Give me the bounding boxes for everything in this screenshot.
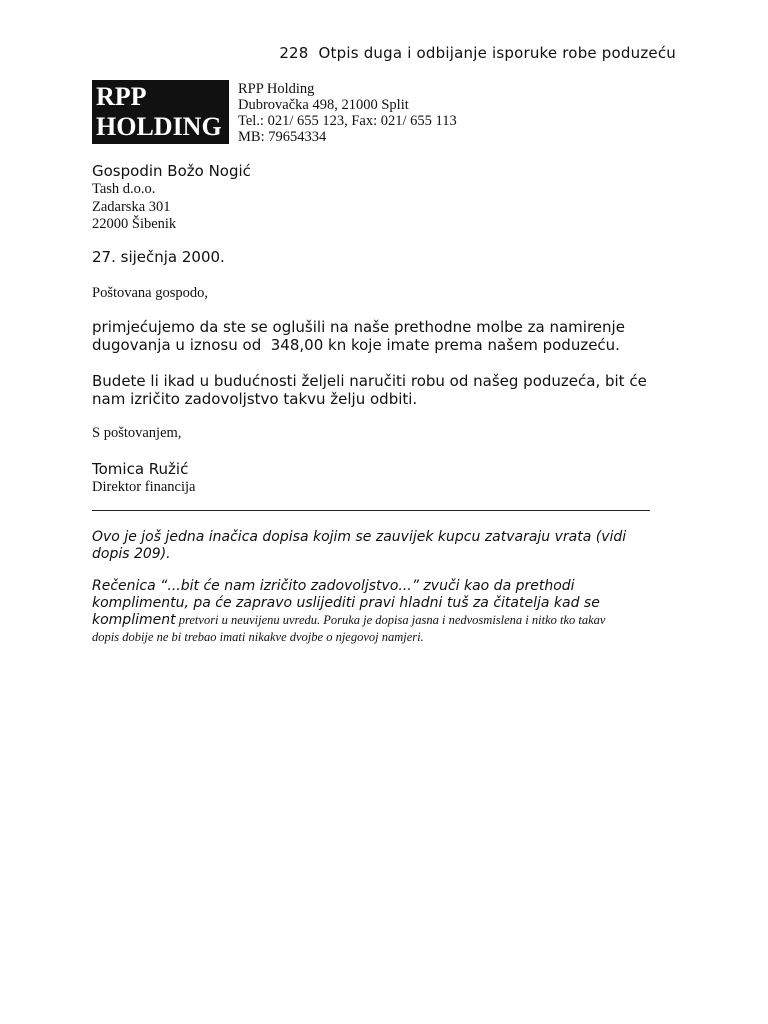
- recipient-street: Zadarska 301: [92, 198, 171, 215]
- company-mb: MB: 79654334: [238, 129, 327, 145]
- company-phone-fax: Tel.: 021/ 655 123, Fax: 021/ 655 113: [238, 113, 457, 129]
- divider: [92, 510, 650, 511]
- logo-line-2: HOLDING: [96, 112, 222, 141]
- body-paragraph-2: [92, 372, 682, 408]
- signer-title: Direktor financija: [92, 479, 196, 495]
- note-2-line-2: komplimentu, pa će zapravo uslijediti pravi hladni tuš za čitatelja kad se: [92, 595, 600, 611]
- commentary-note-2: [92, 578, 652, 646]
- company-address: Dubrovačka 498, 21000 Split: [238, 97, 409, 113]
- paragraph-1-line-2: dugovanja u iznosu od 348,00 kn koje imate prema našem poduzeću.: [92, 336, 620, 354]
- letterhead: [92, 80, 457, 145]
- body-paragraph-1: [92, 318, 682, 354]
- company-info: [238, 81, 457, 145]
- commentary-note-1: [92, 529, 652, 563]
- page-header: [279, 44, 676, 62]
- note-2-line-4: dopis dobije ne bi trebao imati nikakve dvojbe o njegovoj namjeri.: [92, 630, 424, 644]
- recipient-name: Gospodin Božo Nogić: [92, 162, 251, 180]
- paragraph-2-line-1: Budete li ikad u budućnosti željeli naručiti robu od našeg poduzeća, bit će: [92, 372, 647, 390]
- recipient-block: [92, 161, 251, 234]
- note-1-line-2: dopis 209).: [92, 546, 171, 562]
- signature-block: [92, 460, 195, 496]
- chapter-title: Otpis duga i odbijanje isporuke robe poduzeću: [318, 44, 676, 62]
- page-number: 228: [279, 44, 309, 62]
- letter-date: 27. siječnja 2000.: [92, 248, 225, 266]
- paragraph-2-line-2: nam izričito zadovoljstvo takvu želju odbiti.: [92, 390, 418, 408]
- salutation: Poštovana gospodo,: [92, 285, 208, 301]
- note-1-line-1: Ovo je još jedna inačica dopisa kojim se zauvijek kupcu zatvaraju vrata (vidi: [92, 529, 627, 545]
- note-2-line-3: [92, 612, 652, 629]
- note-2-line-3-start: kompliment: [92, 612, 176, 628]
- closing: S poštovanjem,: [92, 425, 182, 441]
- note-2-line-1: Rečenica “...bit će nam izričito zadovoljstvo...” zvuči kao da prethodi: [92, 578, 575, 594]
- paragraph-1-line-1: primjećujemo da ste se oglušili na naše prethodne molbe za namirenje: [92, 318, 625, 336]
- recipient-city: 22000 Šibenik: [92, 216, 177, 232]
- company-logo: [92, 80, 229, 144]
- note-2-line-3-rest: pretvori u neuvijenu uvredu. Poruka je dopisa jasna i nedvosmislena i nitko tko takav: [175, 613, 606, 627]
- logo-line-1: RPP: [96, 82, 147, 111]
- recipient-company: Tash d.o.o.: [92, 181, 156, 197]
- signer-name: Tomica Ružić: [92, 460, 189, 478]
- company-name: RPP Holding: [238, 81, 315, 97]
